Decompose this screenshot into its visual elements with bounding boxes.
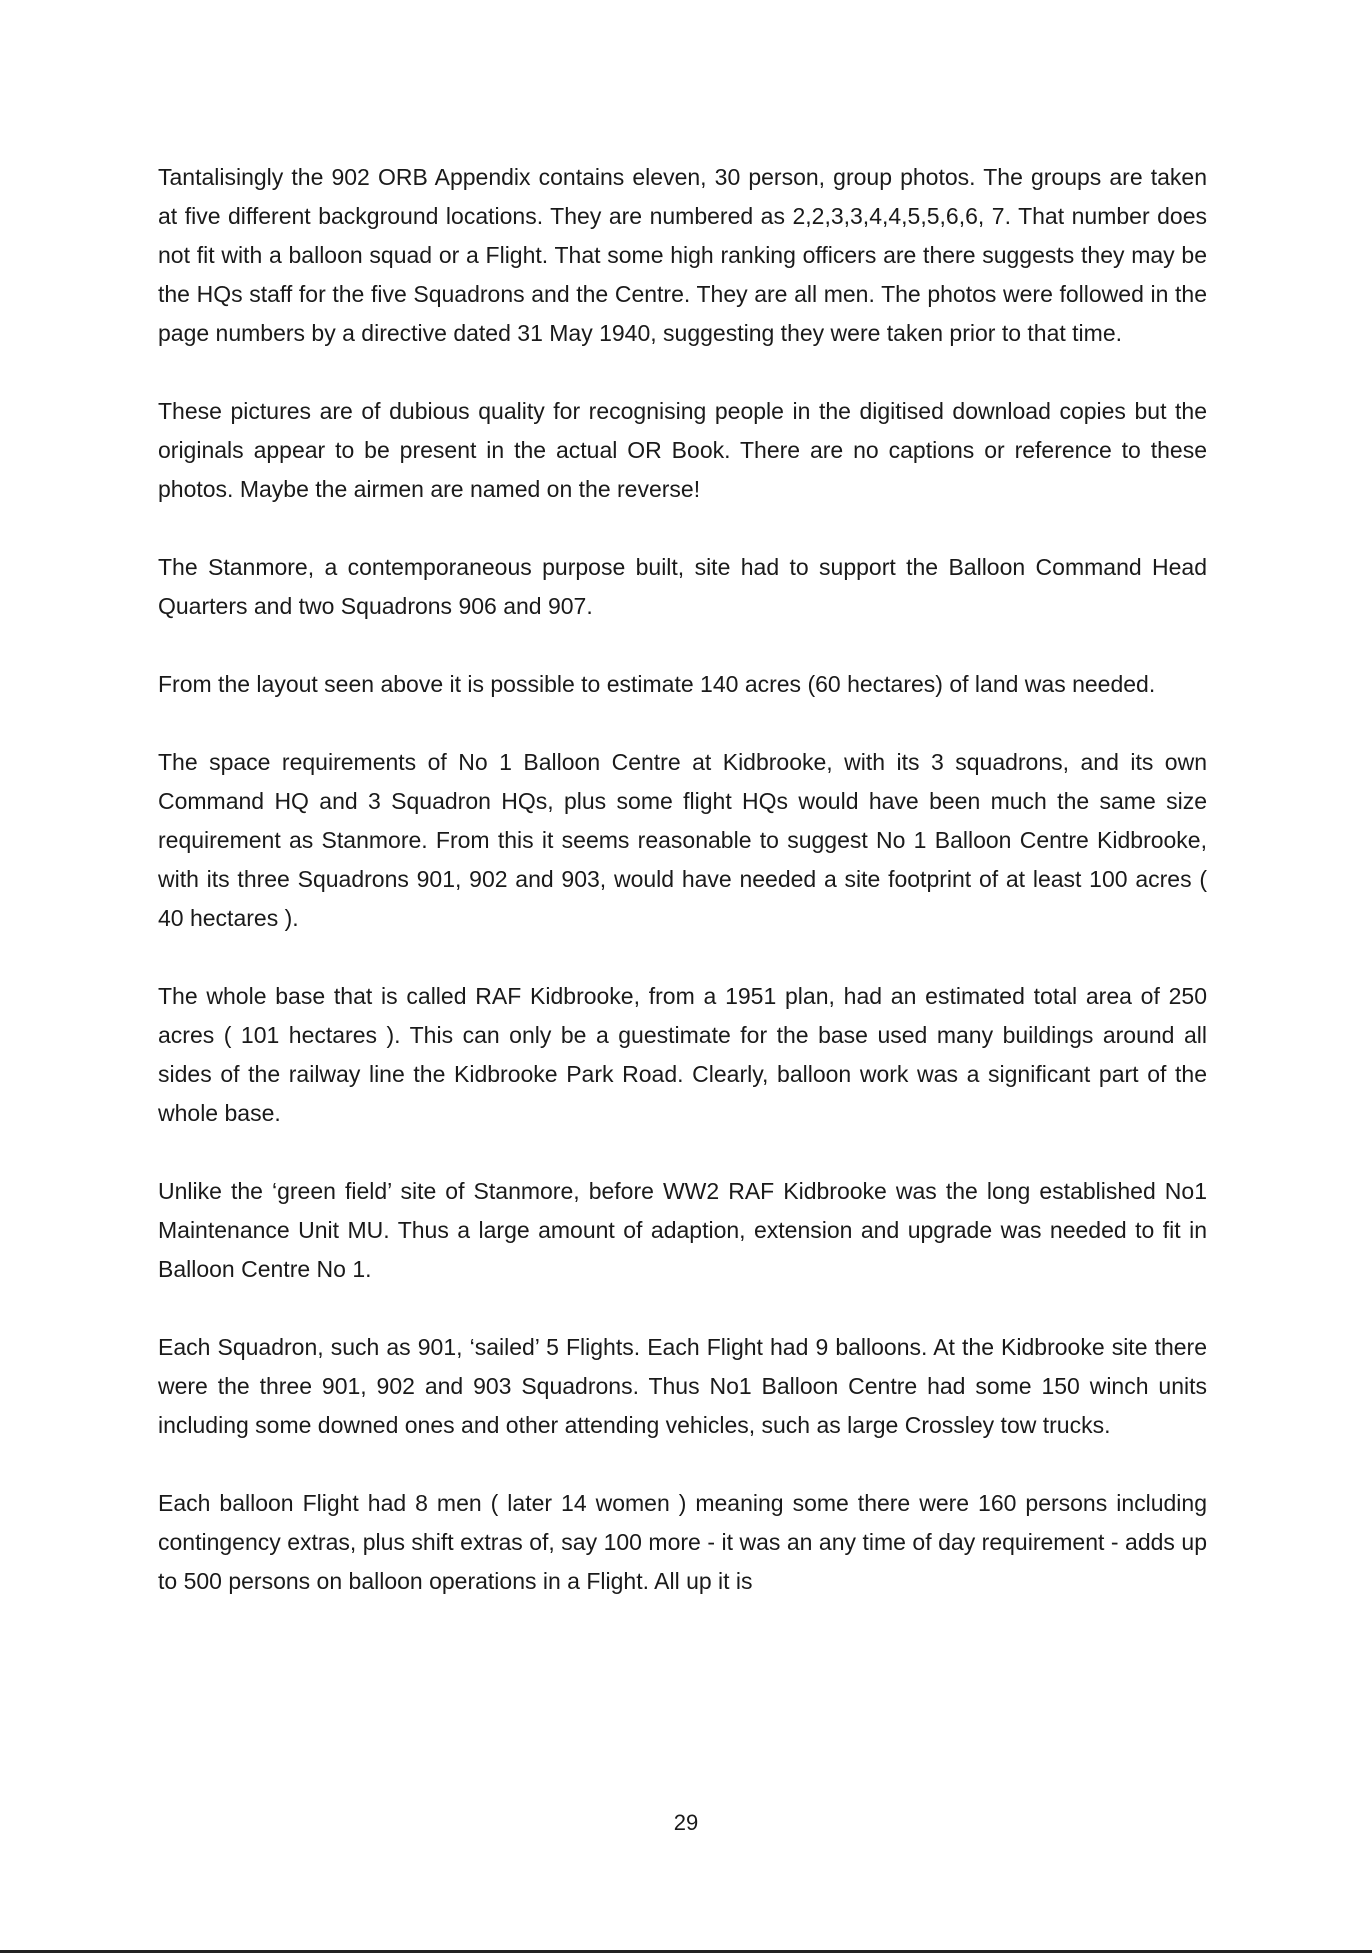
body-text [158,158,1207,1640]
paragraph-whole-base: The whole base that is called RAF Kidbrooke, from a 1951 plan, had an estimated total area of 250 acres ( 101 hectares ). This can only be a guestimate for the base used many buildings around all sides of the railway line the Kidbrooke Park Road. Clearly, balloon work was a significant part of the whole base. [158,983,1207,1126]
paragraph-green-field: Unlike the ‘green field’ site of Stanmore, before WW2 RAF Kidbrooke was the long established No1 Maintenance Unit MU. Thus a large amount of adaption, extension and upgrade was needed to fit in Balloon Centre No 1. [158,1178,1207,1282]
paragraph-stanmore-site: The Stanmore, a contemporaneous purpose built, site had to support the Balloon Command Head Quarters and two Squadrons 906 and 907. [158,554,1207,619]
paragraph-flight-personnel: Each balloon Flight had 8 men ( later 14 women ) meaning some there were 160 persons including contingency extras, plus shift extras of, say 100 more - it was an any time of day requirement - adds up to 500 persons on balloon operations in a Flight. All up it is [158,1490,1207,1594]
paragraph-acreage-estimate: From the layout seen above it is possible to estimate 140 acres (60 hectares) of land was needed. [158,671,1156,697]
paragraph-space-requirements: The space requirements of No 1 Balloon Centre at Kidbrooke, with its 3 squadrons, and its own Command HQ and 3 Squadron HQs, plus some flight HQs would have been much the same size requirement as Stanmore. From this it seems reasonable to suggest No 1 Balloon Centre Kidbrooke, with its three Squadrons 901, 902 and 903, would have needed a site footprint of at least 100 acres ( 40 hectares ). [158,749,1207,931]
bottom-divider [0,1950,1372,1953]
paragraph-picture-quality: These pictures are of dubious quality for recognising people in the digitised download copies but the originals appear to be present in the actual OR Book. There are no captions or reference to these photos. Maybe the airmen are named on the reverse! [158,398,1207,502]
paragraph-group-photos: Tantalisingly the 902 ORB Appendix contains eleven, 30 person, group photos. The groups are taken at five different background locations. They are numbered as 2,2,3,3,4,4,5,5,6,6, 7. That number does not fit with a balloon squad or a Flight. That some high ranking officers are there suggests they may be the HQs staff for the five Squadrons and the Centre. They are all men. The photos were followed in the page numbers by a directive dated 31 May 1940, suggesting they were taken prior to that time. [158,164,1207,346]
paragraph-squadron-flights: Each Squadron, such as 901, ‘sailed’ 5 Flights. Each Flight had 9 balloons. At the Kidbrooke site there were the three 901, 902 and 903 Squadrons. Thus No1 Balloon Centre had some 150 winch units including some downed ones and other attending vehicles, such as large Crossley tow trucks. [158,1334,1207,1438]
page-number: 29 [673,1810,699,1835]
